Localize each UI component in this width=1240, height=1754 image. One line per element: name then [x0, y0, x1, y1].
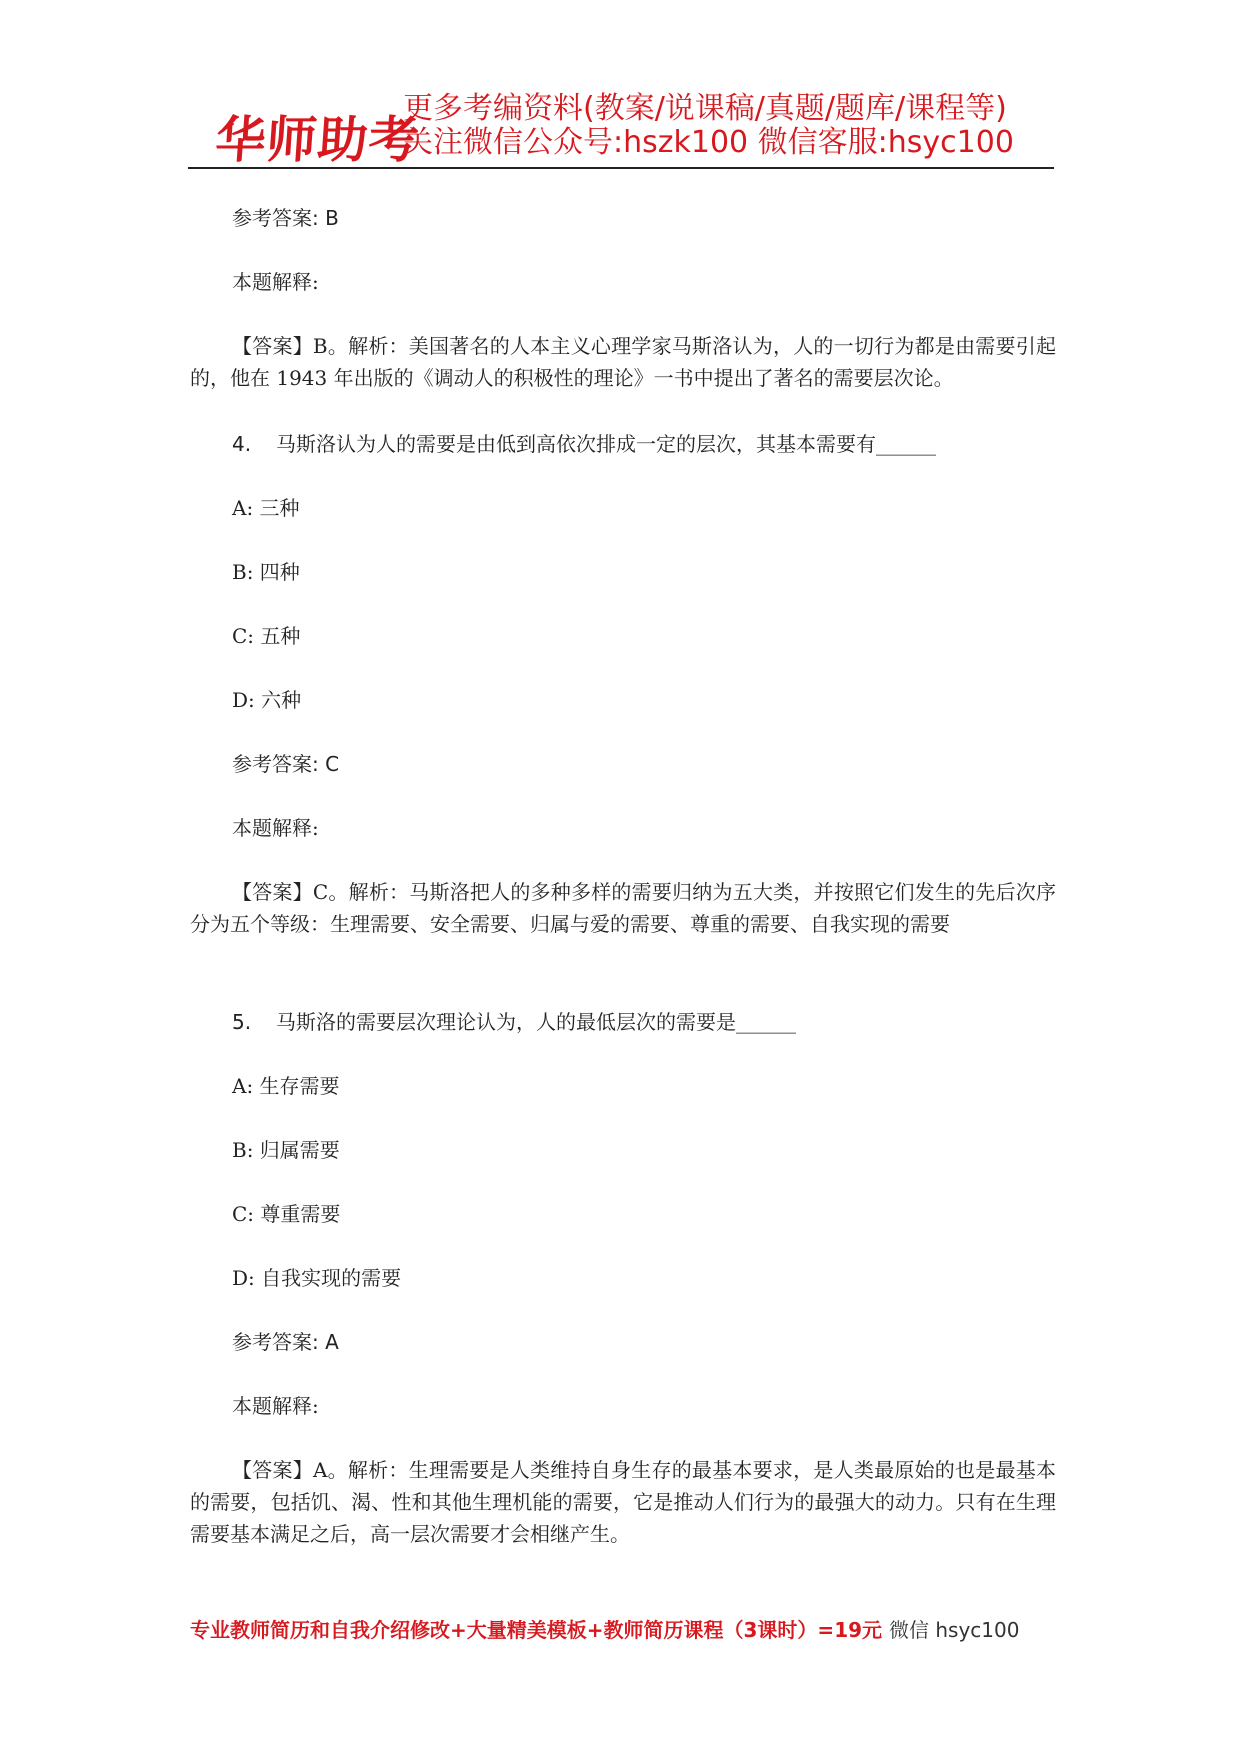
- explanation-q4: 【答案】C。解析：马斯洛把人的多种多样的需要归纳为五大类，并按照它们发生的先后次序分为五个等级：生理需要、安全需要、归属与爱的需要、尊重的需要、自我实现的需要: [190, 880, 1056, 936]
- question-text: 马斯洛的需要层次理论认为，人的最低层次的需要是______: [276, 1010, 796, 1034]
- footer-contact: 微信 hsyc100: [889, 1618, 1020, 1642]
- footer-promo-text: 专业教师简历和自我介绍修改+大量精美模板+教师简历课程（3课时）=19元: [190, 1618, 883, 1642]
- answer-q5: 参考答案: A: [232, 1330, 339, 1354]
- explain-label-q5: 本题解释:: [232, 1394, 319, 1418]
- option-a: A: 生存需要: [232, 1074, 340, 1098]
- answer-q4: 参考答案: C: [232, 752, 340, 776]
- question-number: 5.: [232, 1010, 252, 1034]
- option-a: A: 三种: [232, 496, 300, 520]
- question-number: 4.: [232, 432, 252, 456]
- option-b: B: 四种: [232, 560, 300, 584]
- header-divider: [188, 167, 1054, 169]
- question-text: 马斯洛认为人的需要是由低到高依次排成一定的层次，其基本需要有______: [276, 432, 936, 456]
- option-d: D: 六种: [232, 688, 302, 712]
- header-promo: [403, 92, 1014, 160]
- question-4: [232, 428, 936, 460]
- header-line-2: 关注微信公众号:hszk100 微信客服:hsyc100: [403, 125, 1014, 160]
- question-5: [232, 1006, 796, 1038]
- option-c: C: 五种: [232, 624, 301, 648]
- explain-label-q3: 本题解释:: [232, 270, 319, 294]
- footer-promo: [190, 1614, 1019, 1643]
- option-d: D: 自我实现的需要: [232, 1266, 402, 1290]
- brand-logo: 华师助考: [213, 111, 422, 169]
- option-b: B: 归属需要: [232, 1138, 340, 1162]
- explain-label-q4: 本题解释:: [232, 816, 319, 840]
- answer-q3: 参考答案: B: [232, 206, 339, 230]
- header-banner: [188, 88, 1054, 168]
- explanation-q5: 【答案】A。解析：生理需要是人类维持自身生存的最基本要求，是人类最原始的也是最基本的需要，包括饥、渴、性和其他生理机能的需要，它是推动人们行为的最强大的动力。只有在生理需要基本满足之后，高一层次需要才会相继产生。: [190, 1458, 1056, 1546]
- header-line-1: 更多考编资料(教案/说课稿/真题/题库/课程等): [403, 91, 1007, 126]
- option-c: C: 尊重需要: [232, 1202, 341, 1226]
- explanation-q3: 【答案】B。解析：美国著名的人本主义心理学家马斯洛认为，人的一切行为都是由需要引起的，他在 1943 年出版的《调动人的积极性的理论》一书中提出了著名的需要层次论。: [190, 334, 1056, 390]
